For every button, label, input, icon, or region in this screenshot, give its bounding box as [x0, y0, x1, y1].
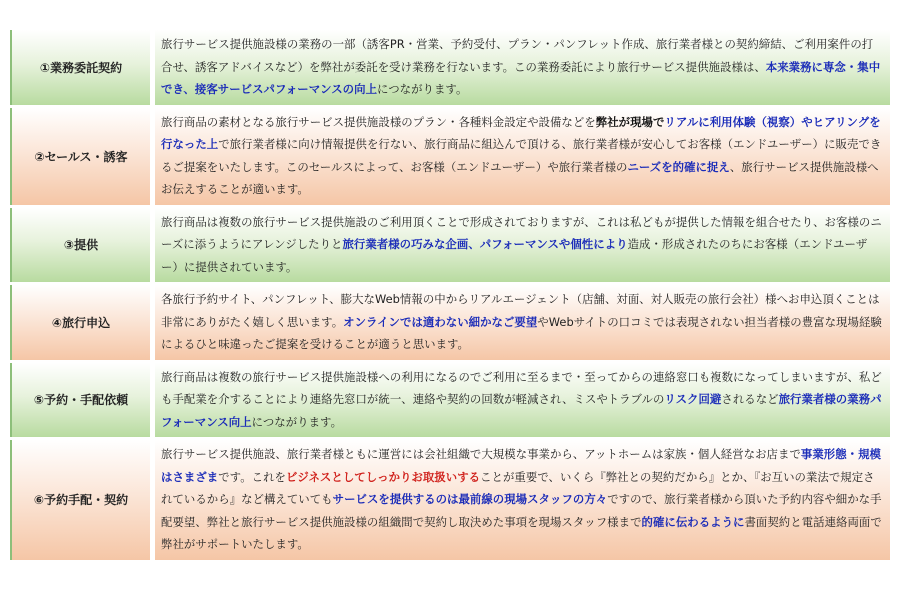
description-text: です。これを [218, 469, 286, 484]
description-text: 旅行サービス提供施設、旅行業者様ともに運営には会社組織で大規模な事業から、アットホームは家族・個人経営なお店まで [161, 447, 801, 461]
row-label: ③提供 [10, 208, 150, 283]
description-text: 旅行商品は複数の旅行サービス提供施設のご利用頂くことで形成されておりますが、これは私どもが提供した情報を組合せたり、お客様のニーズに添うようにアレンジしたりと [161, 214, 882, 251]
row-label: ⑤予約・手配依頼 [10, 363, 150, 438]
highlight-text: 事業形態・規模はさまざま [161, 447, 881, 484]
emphasis-text: 弊社が現場で [595, 114, 665, 129]
description-text: で旅行業者様に向け情報提供を行ない、旅行商品に組込んで頂ける、旅行業者様が安心してお客様（エンドユーザー）に販売できるご提案をいたします。このセールスによって、お客様（エンドユーザー）や旅行業者様の [161, 137, 882, 174]
row-description [155, 363, 890, 438]
row-provide [10, 208, 890, 283]
description-text: につながります。 [251, 414, 343, 429]
row-sales [10, 108, 890, 205]
description-text: 旅行商品は複数の旅行サービス提供施設様への利用になるのでご利用に至るまで・至ってからの連絡窓口も複数になってしまいますが、私ども手配業を介することにより連絡先窓口が統一、連絡や契約の回数が軽減され、ミスやトラブルの [161, 369, 882, 406]
row-label: ⑥予約手配・契約 [10, 440, 150, 560]
description-text: 書面契約と電話連絡両面で弊社がサポートいたします。 [161, 514, 882, 551]
highlight-text: 旅行業者様の巧みな企画、パフォーマンスや個性により [342, 237, 628, 251]
row-label: ①業務委託契約 [10, 30, 150, 105]
highlight-text: オンラインでは適わない細かなご要望 [343, 314, 538, 329]
description-text: 旅行サービス提供施設様の業務の一部（誘客PR・営業、予約受付、プラン・パンフレット作成、旅行業者様との契約締結、ご利用案件の打合せ、誘客アドバイスなど）を弊社が委託を受け業務を行ないます。この業務委託により旅行サービス提供施設様は、 [161, 37, 874, 74]
highlight-text: ニーズを的確に捉え [627, 159, 730, 174]
row-application [10, 285, 890, 360]
row-description [155, 108, 890, 205]
row-arrangement-contract [10, 440, 890, 560]
service-flow-table [10, 30, 890, 563]
description-text: につながります。 [377, 82, 468, 96]
row-description [155, 208, 890, 283]
description-text: ことが重要で、いくら『弊社との契約だから』とか、『お互いの業法で規定されているから』など構えていても [161, 469, 875, 506]
row-label: ④旅行申込 [10, 285, 150, 360]
highlight-text: サービスを提供するのは最前線の現場スタッフの方々 [332, 492, 608, 506]
highlight-text: リアルに利用体験（視察）やヒアリングを行なった上 [161, 114, 881, 151]
description-text: 造成・形成されたのちにお客様（エンドユーザー）に提供されています。 [161, 237, 868, 274]
highlight-text: 的確に伝わるように [641, 514, 745, 529]
highlight-text: 本来業務に専念・集中でき、接客サービスパフォーマンスの向上 [161, 59, 881, 96]
description-text: やWebサイトの口コミでは表現されない担当者様の豊富な現場経験によるひと味違ったご提案を受けることが適うと思います。 [161, 314, 882, 351]
description-text: ですので、旅行業者様から頂いた予約内容や細かな手配要望、弊社と旅行サービス提供施設様の組織間で契約し取決めた事項を現場スタッフ様まで [161, 492, 882, 529]
row-label: ②セールス・誘客 [10, 108, 150, 205]
row-description [155, 285, 890, 360]
description-text: 、旅行サービス提供施設様へお伝えすることが適います。 [161, 159, 879, 196]
description-text: 旅行商品の素材となる旅行サービス提供施設様のプラン・各種料金設定や設備などを [161, 114, 596, 129]
row-description [155, 440, 890, 560]
highlight-text: 旅行業者様の業務パフォーマンス向上 [161, 392, 882, 429]
row-description [155, 30, 890, 105]
description-text: 各旅行予約サイト、パンフレット、膨大なWeb情報の中からリアルエージェント（店舗、対面、対人販売の旅行会社）様へお申込頂くことは非常にありがたく嬉しく思います。 [161, 292, 880, 329]
description-text: されるなど [721, 392, 779, 406]
row-contract [10, 30, 890, 105]
highlight-text: リスク回避 [664, 392, 722, 406]
row-booking-request [10, 363, 890, 438]
alert-text: ビジネスとしてしっかりお取扱いする [285, 469, 481, 484]
